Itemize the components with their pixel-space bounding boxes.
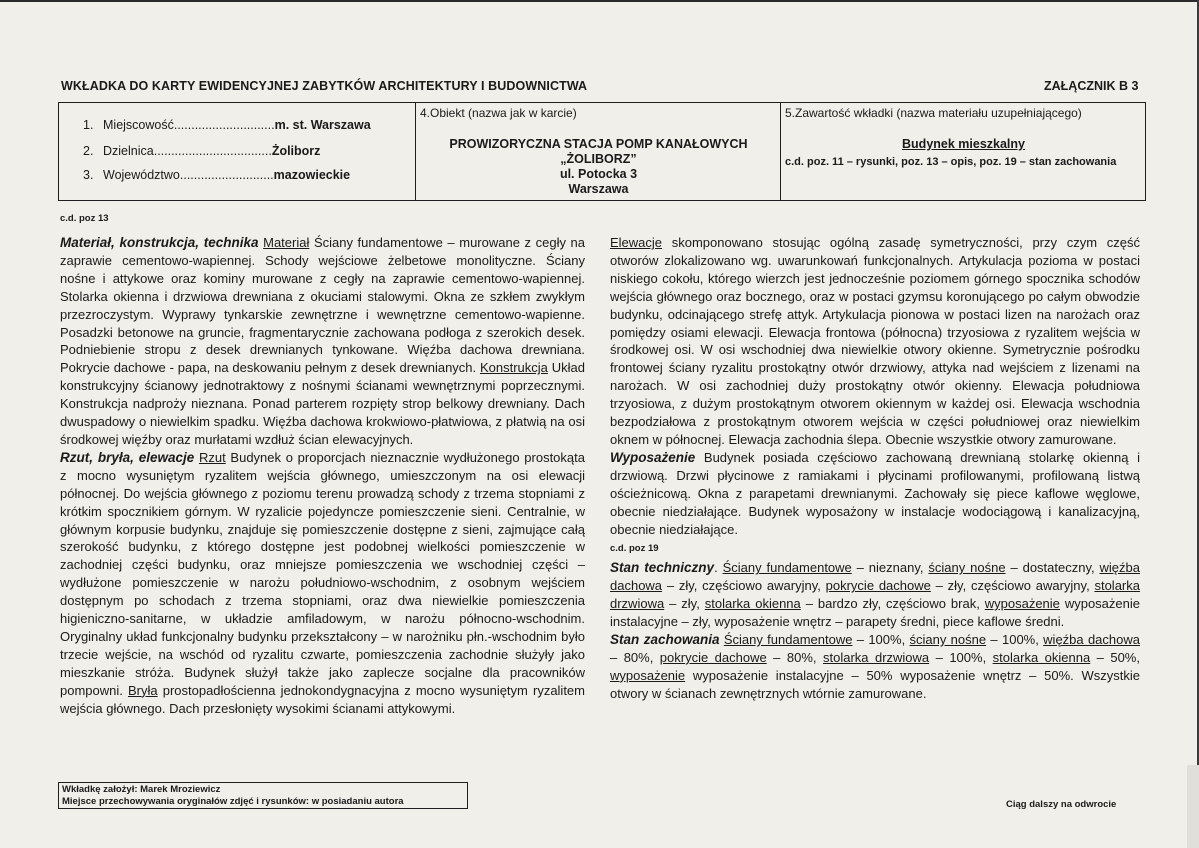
location-row-voivodeship: 3. Województwo...........................mazowieckie [83,168,351,182]
contents-description: c.d. poz. 11 – rysunki, poz. 13 – opis, poz. 19 – stan zachowania [785,156,1117,168]
contents-box [781,102,1146,201]
preservation-state-heading: Stan zachowania [610,632,720,648]
founder-line: Wkładkę założył: Marek Mroziewicz [62,784,221,795]
annex-label: ZAŁĄCZNIK B 3 [1044,79,1139,93]
location-row-district: 2. Dzielnica..................................Żoliborz [83,144,321,158]
material-paragraph: Materiał, konstrukcja, technika Materiał Ściany fundamentowe – murowane z cegły na zaprawie cementowo-wapiennej. Schody wejściowe żelbetowe monolityczne. Ściany nośne i attykowe oraz kominy murowane z cegły na zaprawie cementowo-wapiennej. Stolarka okienna i drzwiowa drewniana z okuciami stalowymi. Okna ze szkłem zwykłym przezroczystym. Wyprawy tynkarskie zewnętrzne i wewnętrzne cementowo-wapienne. Posadzki betonowe na gruncie, fragmentarycznie zachowana podłoga z szerokich desek. Podniebienie stropu z desek drewnianych tynkowane. Więźba dachowa drewniana. Pokrycie dachowe - papa, na deskowaniu pełnym z desek drewnianych. Konstrukcja Układ konstrukcyjny ścianowy jednotraktowy z nośnymi ścianami wewnętrznymi poprzecznymi. Konstrukcja nadproży nieznana. Ponad parterem rozpięty strop belkowy drewniany. Dach dwuspadowy o niewielkim spadku. Więźba dachowa krokwiowo-płatwiowa, z płatwią na osi środkowej więźby oraz murłatami wzdłuż ścian elewacyjnych. [60,235,585,447]
cd-label-13: c.d. poz 13 [60,213,109,224]
location-box [58,102,416,201]
scan-edge [1187,765,1199,848]
object-name: PROWIZORYCZNA STACJA POMP KANAŁOWYCH „ŻOLIBORZ” ul. Potocka 3 Warszawa [449,137,748,196]
contents-label: 5.Zawartość wkładki (nazwa materiału uzupełniającego) [785,106,1082,120]
plan-paragraph: Rzut, bryła, elewacje Rzut Budynek o proporcjach nieznacznie wydłużonego prostokąta z mocno wysuniętym ryzalitem wejścia głównego, umieszczonym na osi elewacji północnej. Do wejścia głównego z poziomu terenu prowadzą schody z trzema stopniami z krótkim spocznikiem górnym. W ryzalicie pojedyncze pomieszczenie sieni. Centralnie, w głównym korpusie budynku, znajduje się pomieszczenie dostępne z sieni, zajmujące całą szerokość budynku, z którego dostępne jest podobnej wielkości pomieszczenie w zachodniej części budynku, oraz mniejsze pomieszczenia we wschodniej części – wydłużone pomieszczenie w narożu południowo-wschodnim, z osobnym wejściem dostępnym po schodach z trzema stopniami, oraz dwa niewielkie pomieszczenia higieniczno-sanitarne, w układzie amfiladowym, w narożu północno-wschodnim. Oryginalny układ funkcjonalny budynku przekształcony – w narożniku płn.-wschodnim było trzecie wejście, na wschód od ryzalitu czwarte, pomieszczenia zachodnie służyły jako mieszkanie stróża. Budynek służył także jako zaplecze socjalne dla pracowników pompowni. Bryła prostopadłościenna jednokondygnacyjna z mocno wysuniętym ryzalitem wejścia głównego. Dach przesłonięty wysokimi ścianami attykowymi. [60,449,585,716]
scan-border-top [0,0,1199,2]
storage-line: Miejsce przechowywania oryginałów zdjęć i rysunków: w posiadaniu autora [62,796,404,807]
contents-title: Budynek mieszkalny [902,137,1025,151]
cd-label-19: c.d. poz 19 [610,543,659,555]
form-title: WKŁADKA DO KARTY EWIDENCYJNEJ ZABYTKÓW ARCHITEKTURY I BUDOWNICTWA [61,79,588,93]
technical-state-heading: Stan techniczny [610,560,715,576]
object-label: 4.Obiekt (nazwa jak w karcie) [420,106,577,120]
preservation-state-paragraph: Stan zachowania Ściany fundamentowe – 100%, ściany nośne – 100%, więźba dachowa – 80%, pokrycie dachowe – 80%, stolarka drzwiowa – 100%, stolarka okienna – 50%, wyposażenie wyposażenie instalacyjne – 50% wyposażenie wnętrz – 50%. Wszystkie otwory w ścianach zewnętrznych wtórnie zamurowane. [610,632,1140,701]
elevations-paragraph: Elewacje skomponowano stosując ogólną zasadę symetryczności, przy czym część otworów zlokalizowano wg. uwarunkowań funkcjonalnych. Artykulacja pozioma w postaci niskiego cokołu, którego wierzch jest jednocześnie poziomem górnego spocznika schodów wejścia głównego oraz bocznego, oraz w postaci gzymsu koronującego po całym obwodzie budynku, odcinającego strefę attyk. Artykulacja pionowa w postaci lizen na narożach oraz pomiędzy osiami elewacji. Elewacja frontowa (północna) trzyosiowa z ryzalitem wejścia w środkowej osi. W osi wschodniej dwa niewielkie otwory okienne. Symetrycznie pośrodku frontowej ściany ryzalitu prostokątny otwór drzwiowy, attyka nad wejściem z lizenami na narożach. W osi zachodniej duży prostokątny otwór okienny. Elewacja południowa trzyosiowa, z dużym prostokątnym otworem okiennym w każdej osi. Elewacja wschodnia bezpodziałowa z prostokątnym otworem wejścia w części południowej oraz niewielkim oknem w północnej. Elewacja zachodnia ślepa. Obecnie wszystkie otwory zamurowane. [610,235,1140,447]
equipment-paragraph: Wyposażenie Budynek posiada częściowo zachowaną drewnianą stolarkę okienną i drzwiową. Drzwi płycinowe z ramiakami i płycinami profilowanymi, profilowaną listwą ościeżnicową. Okna z parapetami drewnianymi. Zachowały się piece kaflowe węglowe, obecnie niedziałające. Budynek wyposażony w instalacje wodociągową i kanalizacyjną, obecnie niedziałające. [610,449,1140,537]
location-row-town: 1. Miejscowość.............................m. st. Warszawa [83,118,371,132]
technical-state-paragraph: Stan techniczny. Ściany fundamentowe – nieznany, ściany nośne – dostateczny, więźba dachowa – zły, częściowo awaryjny, pokrycie dachowe – zły, częściowo awaryjny, stolarka drzwiowa – zły, stolarka okienna – bardzo zły, częściowo brak, wyposażenie wyposażenie instalacyjne – zły, wyposażenie wnętrz – parapety średni, piece kaflowe średni. [610,560,1140,630]
material-heading: Materiał, konstrukcja, technika [60,235,259,250]
continued-note: Ciąg dalszy na odwrocie [1006,799,1117,810]
left-column [60,234,585,717]
object-box [416,102,781,201]
right-column [610,234,1140,703]
equipment-heading: Wyposażenie [610,449,696,465]
plan-heading: Rzut, bryła, elewacje [60,449,195,465]
footer-box [58,782,468,809]
